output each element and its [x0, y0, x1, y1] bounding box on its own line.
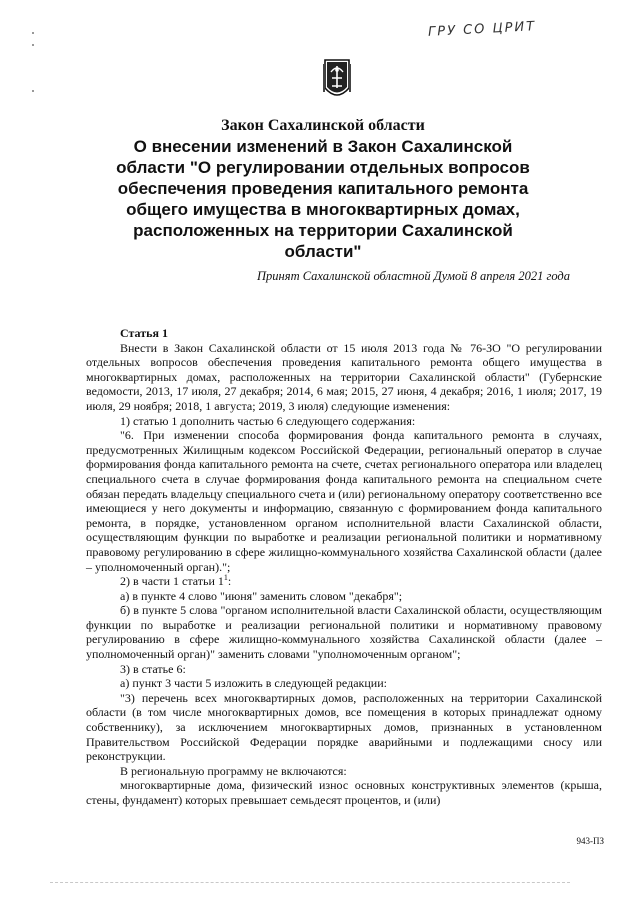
document-body: [86, 326, 602, 808]
paragraph-with-superscript: [86, 574, 602, 589]
superscript-suffix: :: [227, 574, 232, 589]
paragraph: 3) в статье 6:: [120, 661, 186, 676]
superscript: 1: [223, 573, 228, 583]
title-block: [110, 116, 536, 262]
scan-artifact: [32, 32, 34, 34]
paragraph-text: 2) в части 1 статьи 1: [120, 574, 224, 589]
footer-code: 943-ПЗ: [576, 836, 604, 846]
article-title: Статья 1: [120, 326, 168, 340]
scan-artifact-line: [50, 882, 570, 884]
handwritten-note: ГРУ СО ЦРИТ: [427, 19, 537, 40]
law-heading: Закон Сахалинской области: [221, 117, 425, 134]
coat-of-arms-icon: [323, 58, 351, 102]
paragraph: Внести в Закон Сахалинской области от 15 июля 2013 года № 76-ЗО "О регулировании отдельных вопросов обеспечения проведения капитального ремонта общего имущества в многоквартирных домах, расположенных на территории Сахалинской области" (Губернские ведомости, 2013, 17 июля, 27 декабря; 2014, 6 мая; 2015, 27 июня, 4 декабря; 2016, 1 июля; 2017, 19 июля, 29 ноября; 2018, 1 августа; 2019, 3 июля) следующие изменения:: [86, 340, 602, 413]
paragraph: 1) статью 1 дополнить частью 6 следующего содержания:: [120, 413, 416, 428]
paragraph: а) в пункте 4 слово "июня" заменить словом "декабря";: [120, 588, 403, 603]
scan-artifact: [32, 44, 34, 46]
paragraph: а) пункт 3 части 5 изложить в следующей редакции:: [120, 676, 387, 691]
adoption-note: Принят Сахалинской областной Думой 8 апреля 2021 года: [257, 269, 570, 283]
scan-artifact: [32, 90, 34, 92]
paragraph: многоквартирные дома, физический износ основных конструктивных элементов (крыша, стены, фундамент) которых превышает семьдесят процентов, и (или): [86, 778, 602, 807]
paragraph: б) в пункте 5 слова "органом исполнительной власти Сахалинской области, осуществляющим функции по выработке и реализации региональной политики и нормативному правовому регулированию в сфере жилищно-коммунального хозяйства Сахалинской области (далее – уполномоченный орган)" заменить словами "уполномоченным органом";: [86, 603, 602, 662]
law-title: О внесении изменений в Закон Сахалинской области "О регулировании отдельных вопросов обеспечения проведения капитального ремонта общего имущества в многоквартирных домах, расположенных на территории Сахалинской области": [116, 137, 530, 261]
paragraph: "3) перечень всех многоквартирных домов, расположенных на территории Сахалинской области (в том числе многоквартирных домов, все помещения в которых принадлежат одному собственнику), за исключением многоквартирных домов, признанных в установленном Правительством Российской Федерации порядке аварийными и подлежащими сносу или реконструкции.: [86, 690, 602, 764]
paragraph: "6. При изменении способа формирования фонда капитального ремонта в случаях, предусмотренных Жилищным кодексом Российской Федерации, региональный оператор в случае формирования фонда капитального ремонта на счете, счетах регионального оператора или владелец специального счета в случае формирования фонда капитального ремонта на специальном счете обязан передать владельцу специального счета и (или) региональному оператору соответственно все имеющиеся у него документы и информацию, связанную с формированием фонда капитального ремонта, в порядке, установленном органом исполнительной власти Сахалинской области, осуществляющим функции по выработке и реализации региональной политики и нормативному правовому регулированию в сфере жилищно-коммунального хозяйства Сахалинской области (далее – уполномоченный орган).";: [86, 428, 602, 574]
paragraph: В региональную программу не включаются:: [120, 763, 347, 778]
